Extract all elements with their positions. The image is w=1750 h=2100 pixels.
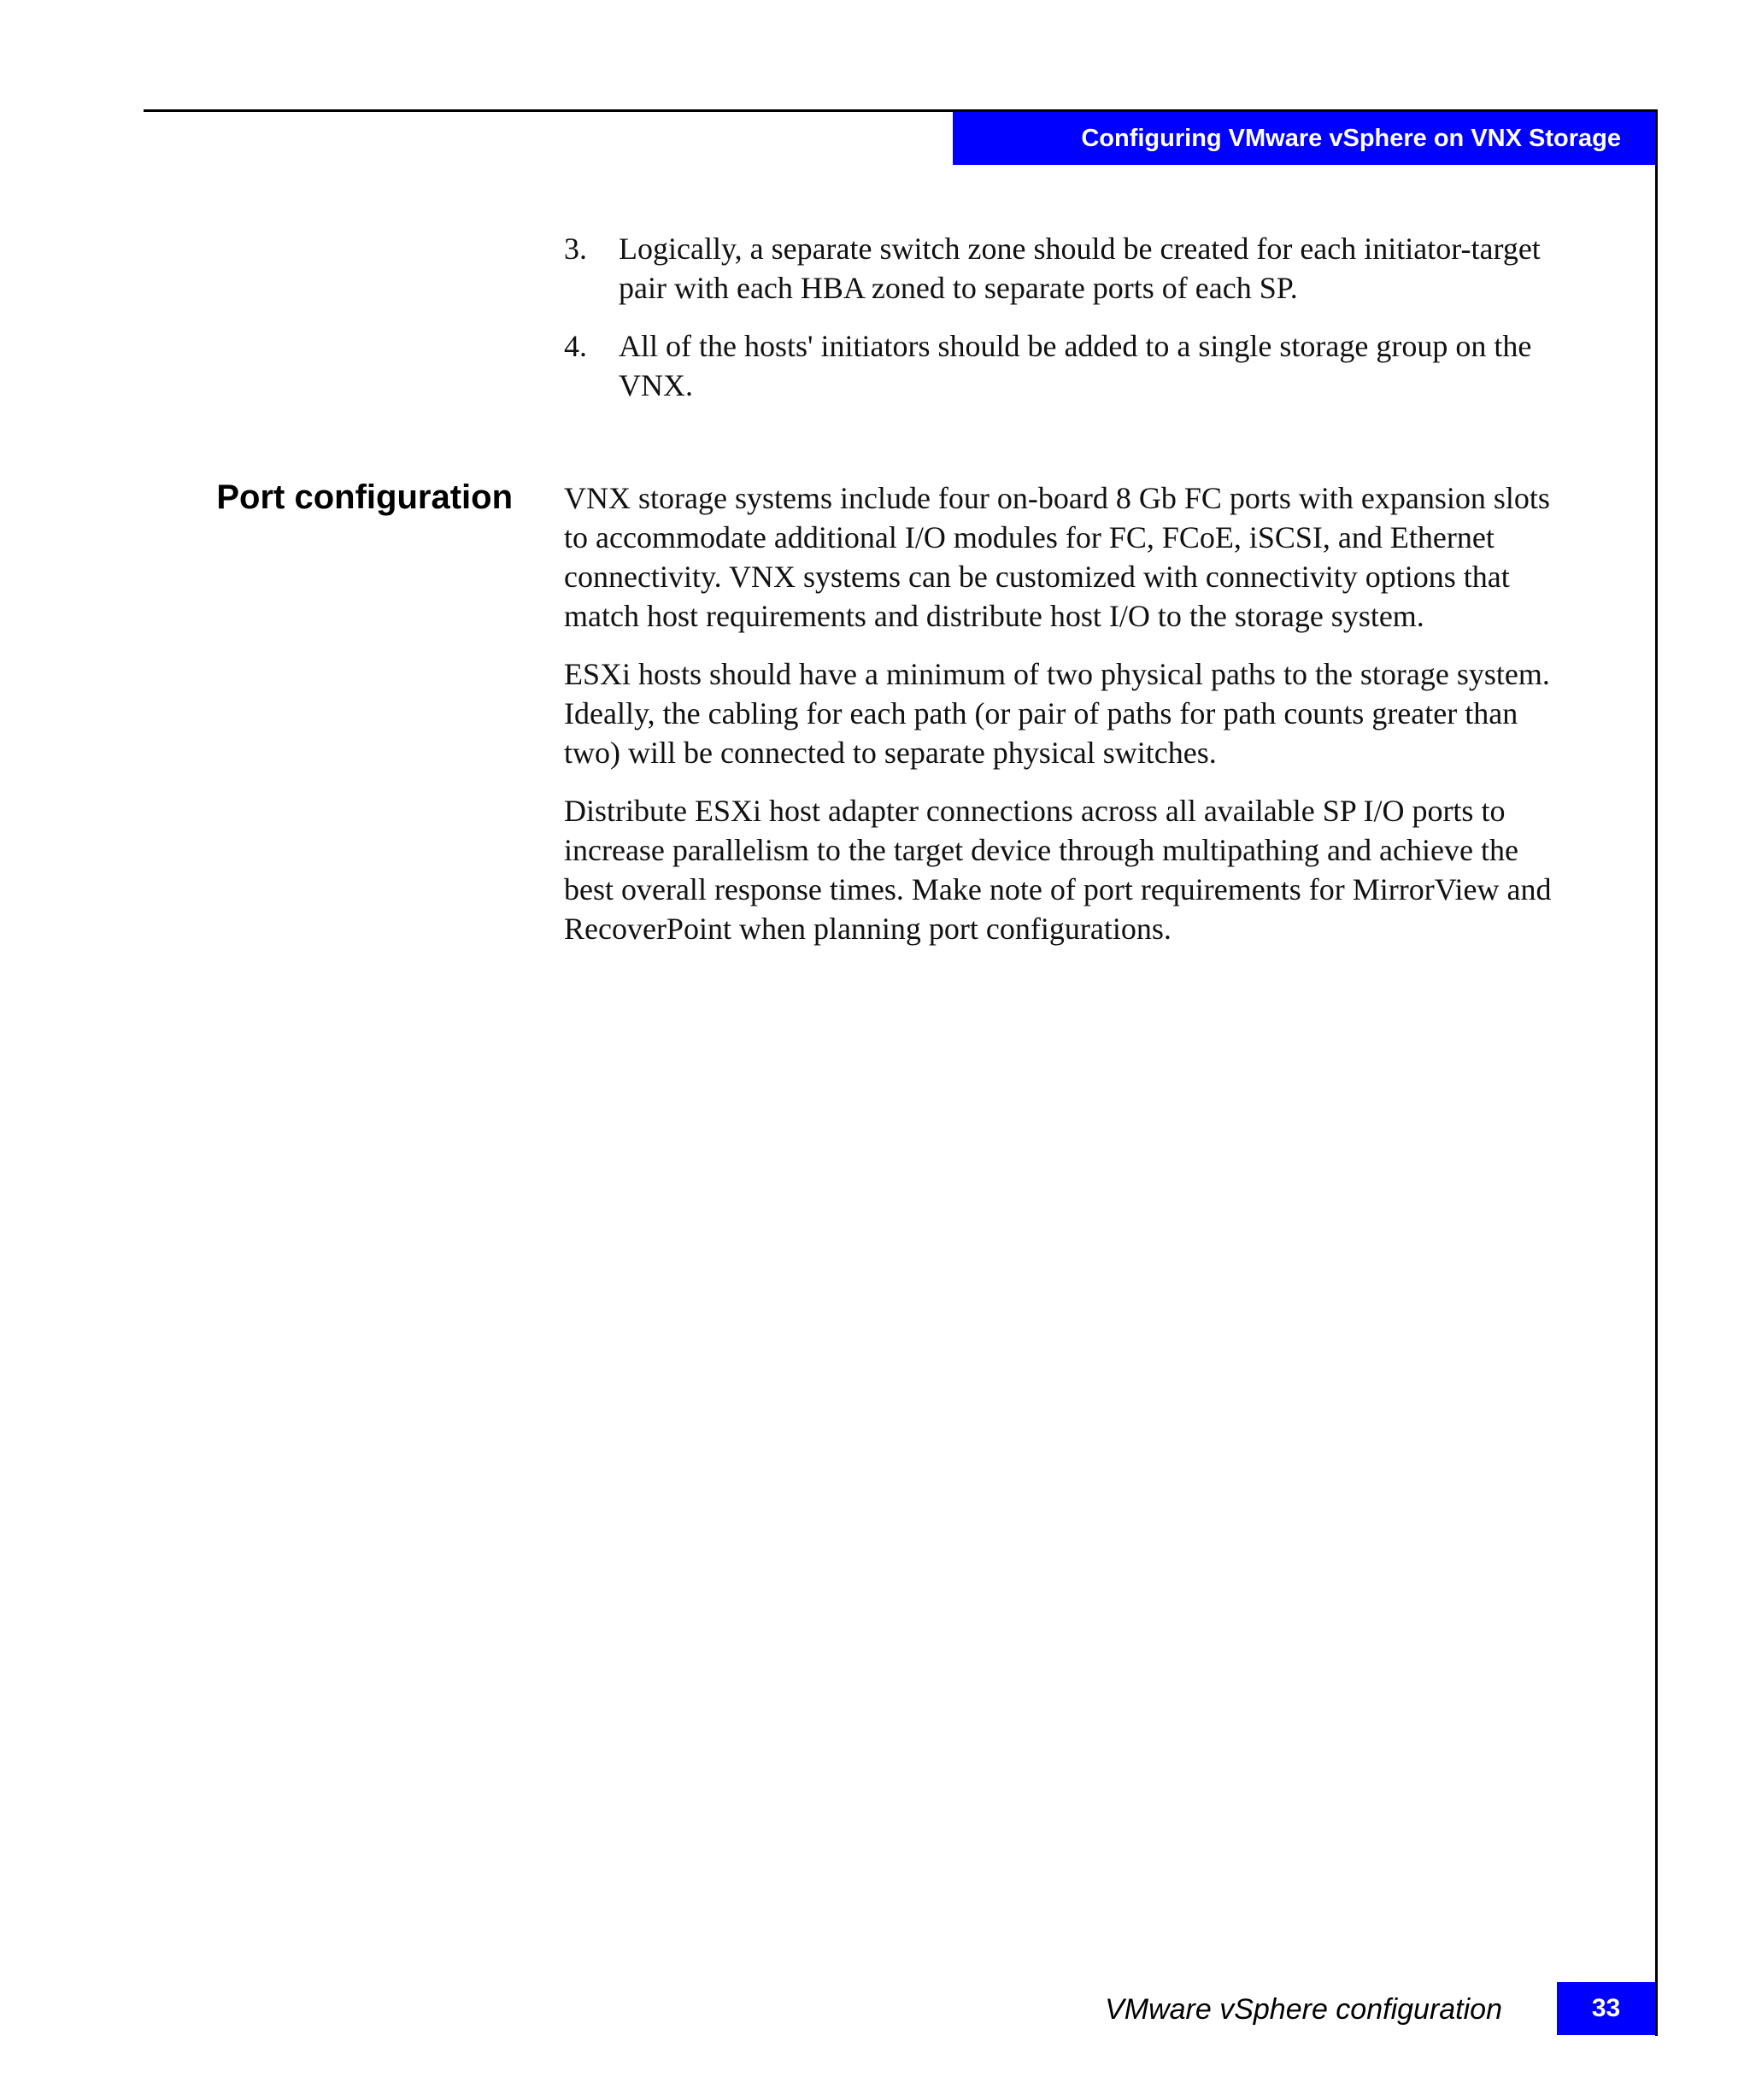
list-item-number: 4. [564,329,587,363]
margin-rule [1655,109,1658,2036]
body-paragraph: VNX storage systems include four on-board 8 Gb FC ports with expansion slots to accommodate additional I/O modules for FC, FCoE, iSCSI, and Ethernet connectivity. VNX systems can be customized with connectivity options that match host requirements and distribute host I/O to the storage system. [564,481,1550,633]
page-number: 33 [1557,1982,1655,2035]
list-item-number: 3. [564,232,587,266]
list-item-text: All of the hosts' initiators should be added to a single storage group on the VNX. [619,329,1532,402]
chapter-header-tab [953,112,1655,165]
list-item [564,326,1572,405]
chapter-title: Configuring VMware vSphere on VNX Storage [1081,125,1621,152]
numbered-list [564,229,1572,424]
footer-title: VMware vSphere configuration [1105,1993,1502,2026]
body-paragraph: Distribute ESXi host adapter connections across all available SP I/O ports to increase parallelism to the target device through multipathing and achieve the best overall response times. Make note of port requirements for MirrorView and RecoverPoint when planning port configurations. [564,794,1552,946]
section-body [564,478,1564,967]
body-paragraph: ESXi hosts should have a minimum of two physical paths to the storage system. Ideally, the cabling for each path (or pair of paths for path counts greater than two) will be connected to separate physical switches. [564,657,1550,770]
list-item-text: Logically, a separate switch zone should be created for each initiator-target pair with each HBA zoned to separate ports of each SP. [619,232,1541,305]
list-item [564,229,1572,308]
section-heading: Port configuration [216,478,513,516]
